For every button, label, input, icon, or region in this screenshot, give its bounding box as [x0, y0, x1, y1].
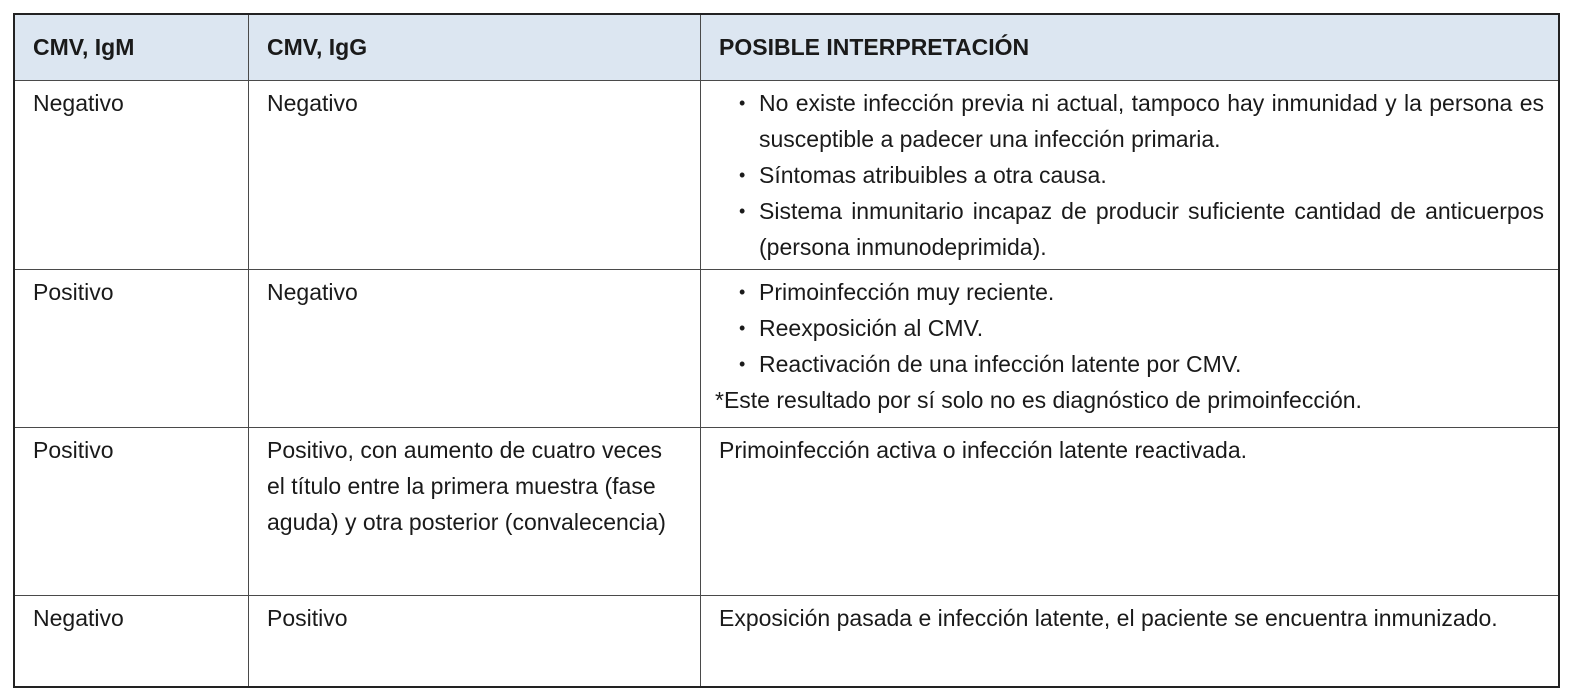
igm-cell: Positivo [14, 427, 249, 595]
interpretation-cell: Exposición pasada e infección latente, el paciente se encuentra inmunizado. [701, 595, 1560, 687]
bullet-dot-icon: • [739, 164, 746, 185]
igm-cell: Positivo [14, 269, 249, 427]
list-item [739, 85, 1544, 157]
list-item-text: Reactivación de una infección latente por CMV. [759, 350, 1242, 377]
table-row [14, 80, 1559, 269]
list-item-text: Primoinfección muy reciente. [759, 278, 1055, 305]
igg-cell: Negativo [249, 269, 701, 427]
table-row [14, 427, 1559, 595]
header-igg: CMV, IgG [249, 14, 701, 80]
list-item-text: Reexposición al CMV. [759, 314, 984, 341]
header-row [14, 14, 1559, 80]
list-item-text: Síntomas atribuibles a otra causa. [759, 161, 1107, 188]
interpretation-cell [701, 80, 1560, 269]
interpretation-list [719, 274, 1544, 382]
interpretation-list [719, 85, 1544, 265]
bullet-dot-icon: • [739, 92, 746, 113]
igg-cell: Negativo [249, 80, 701, 269]
interpretation-cell [701, 269, 1560, 427]
list-item [739, 310, 1544, 346]
igm-cell: Negativo [14, 595, 249, 687]
footnote: *Este resultado por sí solo no es diagnóstico de primoinfección. [715, 386, 1362, 413]
header-igm: CMV, IgM [14, 14, 249, 80]
list-item [739, 157, 1544, 193]
list-item [739, 193, 1544, 265]
list-item-text: Sistema inmunitario incapaz de producir suficiente cantidad de anticuerpos (persona inmunodeprimida). [759, 197, 1544, 260]
table-row [14, 269, 1559, 427]
list-item [739, 346, 1544, 382]
list-item-text: No existe infección previa ni actual, tampoco hay inmunidad y la persona es susceptible a padecer una infección primaria. [759, 89, 1544, 152]
bullet-dot-icon: • [739, 353, 746, 374]
igm-cell: Negativo [14, 80, 249, 269]
igg-cell: Positivo [249, 595, 701, 687]
bullet-dot-icon: • [739, 317, 746, 338]
interpretation-cell: Primoinfección activa o infección latente reactivada. [701, 427, 1560, 595]
table-row [14, 595, 1559, 687]
cmv-serology-table [13, 13, 1560, 688]
header-interpretation: POSIBLE INTERPRETACIÓN [701, 14, 1560, 80]
bullet-dot-icon: • [739, 281, 746, 302]
list-item [739, 274, 1544, 310]
bullet-dot-icon: • [739, 200, 746, 221]
igg-cell: Positivo, con aumento de cuatro veces el título entre la primera muestra (fase aguda) y otra posterior (convalecencia) [249, 427, 701, 595]
